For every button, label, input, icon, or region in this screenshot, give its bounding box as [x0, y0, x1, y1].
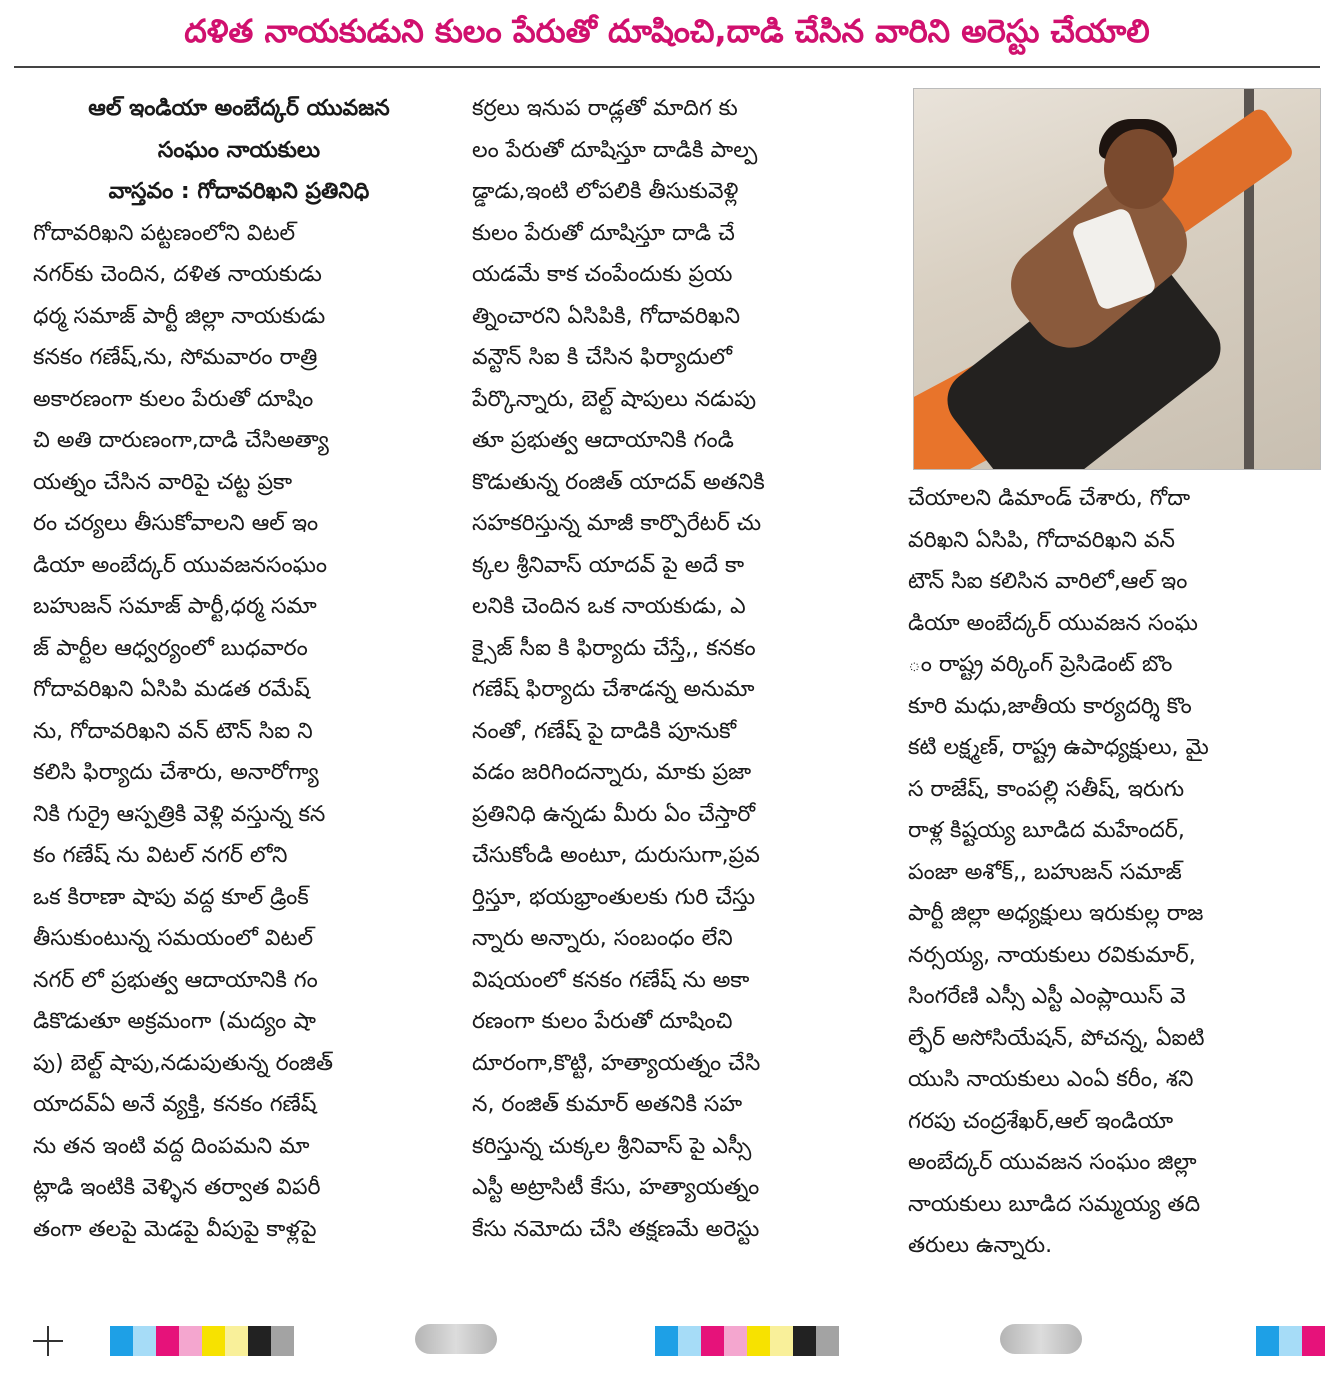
article-text-line: వడం జరిగిందన్నారు, మాకు ప్రజా [472, 760, 752, 785]
article-text-line: ల్ఫేర్ అసోసియేషన్, పోచన్న, ఏఐటి [908, 1025, 1205, 1051]
color-swatch [225, 1326, 248, 1356]
article-text-line: న్నారు అన్నారు, సంబంధం లేని [472, 926, 733, 951]
color-swatch-bar [1256, 1326, 1325, 1356]
article-text-line: వరిఖని ఏసిపి, గోదావరిఖని వన్ [908, 527, 1175, 553]
article-text-line: నంతో, గణేష్ పై దాడికి పూనుకో [472, 718, 737, 744]
color-swatch [793, 1326, 816, 1356]
article-text-line: నాయకులు బూడిద సమ్మయ్య తది [908, 1191, 1201, 1217]
article-text-line: వన్టౌన్ సిఐ కి చేసిన ఫిర్యాదులో [472, 345, 733, 370]
article-text-line: నికి గుర్రై ఆస్పత్రికి వెళ్లి వస్తున్న కన [33, 801, 326, 827]
article-text-line: కొడుతున్న రంజిత్ యాదవ్ అతనికి [472, 469, 765, 495]
article-text-line: కులం పేరుతో దూషిస్తూ దాడి చే [472, 220, 735, 246]
color-swatch [133, 1326, 156, 1356]
article-text-line: కటి లక్ష్మణ్, రాష్ట్ర ఉపాధ్యక్షులు, మై [908, 735, 1209, 760]
article-text-line: కనకం గణేష్,ను, సోమవారం రాత్రి [33, 345, 318, 370]
article-text-line: యడమే కాక చంపేందుకు ప్రయ [472, 262, 733, 287]
article-text-line: గోదావరిఖని ఏసిపి మడత రమేష్ [33, 677, 310, 702]
article-text-line: చేయాలని డిమాండ్ చేశారు, గోదా [908, 486, 1191, 511]
article-text-line: జ్ పార్టీల ఆధ్వర్యంలో బుధవారం [33, 635, 308, 661]
article-text-line: తంగా తలపై మెడపై వీపుపై కాళ్లపై [33, 1216, 317, 1242]
article-text-line: యుసి నాయకులు ఎంఏ కరీం, శని [908, 1067, 1194, 1092]
article-text-line: కరిస్తున్న చుక్కల శ్రీనివాస్ పై ఎస్సీ [472, 1133, 752, 1159]
color-swatch [816, 1326, 839, 1356]
article-text-line: బహుజన్ సమాజ్ పార్టీ,ధర్మ సమా [33, 594, 317, 619]
article-text-line: గోదావరిఖని పట్టణంలోని విటల్ [33, 220, 296, 246]
article-text-line: త్నించారని ఏసిపికి, గోదావరిఖని [472, 303, 741, 329]
article-text-line: ను తన ఇంటి వద్ద దింపమని మా [33, 1133, 310, 1159]
article-text-line: నర్సయ్య, నాయకులు రవికుమార్, [908, 942, 1196, 968]
dateline: వాస్తవం : గోదావరిఖని ప్రతినిధి [108, 179, 370, 204]
color-swatch [701, 1326, 724, 1356]
article-text-line: రం చర్యలు తీసుకోవాలని ఆల్ ఇం [33, 511, 319, 536]
article-column-2 [472, 88, 882, 1250]
news-photo [913, 88, 1321, 470]
color-swatch-bar [110, 1326, 294, 1356]
article-text-line: పార్టీ జిల్లా అధ్యక్షులు ఇరుకుల్ల రాజ [908, 901, 1204, 926]
article-text-line: తీసుకుంటున్న సమయంలో విటల్ [33, 926, 314, 951]
article-text-line: అకారణంగా కులం పేరుతో దూషిం [33, 386, 314, 412]
article-text-line: ర్తిస్తూ, భయభ్రాంతులకు గురి చేస్తు [472, 884, 756, 910]
color-swatch [1256, 1326, 1279, 1356]
gray-registration-pill [415, 1324, 497, 1354]
color-swatch [747, 1326, 770, 1356]
color-swatch [770, 1326, 793, 1356]
article-text-line: తరులు ఉన్నారు. [908, 1233, 1053, 1258]
article-text-line: కం గణేష్ ను విటల్ నగర్ లోని [33, 843, 288, 868]
article-text-line: డియా అంబేద్కర్ యువజనసంఘం [33, 552, 328, 578]
color-swatch [110, 1326, 133, 1356]
article-text-line: డ్డాడు,ఇంటి లోపలికి తీసుకువెళ్లి [472, 179, 739, 204]
article-text-line: లం పేరుతో దూషిస్తూ దాడికి పాల్ప [472, 137, 758, 163]
article-text-line: దూరంగా,కొట్టి, హత్యాయత్నం చేసి [472, 1050, 761, 1076]
article-text-line: స రాజేష్, కాంపల్లి సతీష్, ఇరుగు [908, 776, 1185, 802]
article-text-line: కూరి మధు,జాతీయ కార్యదర్శి కొం [908, 693, 1192, 719]
article-text-line: చి అతి దారుణంగా,దాడి చేసిఅత్యా [33, 428, 329, 453]
color-swatch [179, 1326, 202, 1356]
article-text-line: నగర్‌కు చెందిన, దళిత నాయకుడు [33, 262, 322, 287]
color-swatch [202, 1326, 225, 1356]
color-swatch [1279, 1326, 1302, 1356]
article-text-line: చేసుకోండి అంటూ, దురుసుగా,ప్రవ [472, 843, 760, 868]
subhead-line: ఆల్ ఇండియా అంబేద్కర్ యువజన [88, 96, 390, 121]
article-text-line: విషయంలో కనకం గణేష్ ను అకా [472, 967, 750, 993]
article-text-line: ను, గోదావరిఖని వన్ టౌన్ సిఐ ని [33, 718, 313, 744]
article-text-line: కర్రలు ఇనుప రాడ్లతో మాదిగ కు [472, 96, 738, 121]
article-text-line: డియా అంబేద్కర్ యువజన సంఘ [908, 610, 1198, 636]
article-text-line: పేర్కొన్నారు, బెల్ట్ షాపులు నడుపు [472, 386, 757, 412]
print-registration-marks [0, 1322, 1335, 1362]
article-text-line: రాళ్ల కిష్టయ్య బూడిద మహేందర్, [908, 818, 1185, 843]
article-text-line: ం రాష్ట్ర వర్కింగ్ ప్రెసిడెంట్ బొం [908, 652, 1173, 677]
article-text-line: యత్నం చేసిన వారిపై చట్ట ప్రకా [33, 469, 293, 495]
crosshair-icon [33, 1326, 63, 1356]
article-text-line: పు) బెల్ట్ షాపు,నడుపుతున్న రంజిత్ [33, 1050, 333, 1076]
article-text-line: డికొడుతూ అక్రమంగా (మద్యం షా [33, 1009, 316, 1034]
headline: దళిత నాయకుడుని కులం పేరుతో దూషించి,దాడి చేసిన వారిని అరెస్టు చేయాలి [14, 4, 1320, 68]
article-text-line: గణేష్ ఫిర్యాదు చేశాడన్న అనుమా [472, 677, 755, 702]
article-text-line: అంబేద్కర్ యువజన సంఘం జిల్లా [908, 1150, 1197, 1175]
article-text-line: సింగరేణి ఎస్సీ ఎస్టీ ఎంప్లాయిస్ వె [908, 984, 1186, 1009]
article-text-line: ధర్మ సమాజ్ పార్టీ జిల్లా నాయకుడు [33, 303, 326, 329]
article-text-line: ట్లాడి ఇంటికి వెళ్ళిన తర్వాత విపరీ [33, 1175, 321, 1200]
article-text-line: కేసు నమోదు చేసి తక్షణమే అరెస్టు [472, 1216, 760, 1242]
color-swatch [724, 1326, 747, 1356]
color-swatch-bar [655, 1326, 839, 1356]
article-text-line: న, రంజిత్ కుమార్ అతనికి సహ [472, 1092, 743, 1117]
color-swatch [678, 1326, 701, 1356]
color-swatch [1302, 1326, 1325, 1356]
article-text-line: సహకరిస్తున్న మాజీ కార్పొరేటర్ చు [472, 511, 762, 536]
color-swatch [655, 1326, 678, 1356]
article-text-line: ఎస్టీ అట్రాసిటీ కేసు, హత్యాయత్నం [472, 1175, 760, 1200]
gray-registration-pill [1000, 1324, 1082, 1354]
article-text-line: ప్రతినిధి ఉన్నడు మీరు ఏం చేస్తారో [472, 801, 756, 827]
article-text-line: కలిసి ఫిర్యాదు చేశారు, అనారోగ్యా [33, 760, 319, 785]
article-text-line: నగర్ లో ప్రభుత్వ ఆదాయానికి గం [33, 967, 318, 993]
article-text-line: తూ ప్రభుత్వ ఆదాయానికి గండి [472, 428, 734, 453]
article-text-line: పంజా అశోక్,, బహుజన్ సమాజ్ [908, 859, 1182, 885]
color-swatch [271, 1326, 294, 1356]
article-text-line: ఒక కిరాణా షాపు వద్ద కూల్ డ్రింక్ [33, 884, 309, 910]
article-text-line: రణంగా కులం పేరుతో దూషించి [472, 1009, 733, 1034]
article-text-line: గరపు చంద్రశేఖర్,ఆల్ ఇండియా [908, 1108, 1174, 1134]
color-swatch [248, 1326, 271, 1356]
article-column-1 [33, 88, 445, 1250]
color-swatch [156, 1326, 179, 1356]
article-column-3 [908, 478, 1322, 1267]
article-text-line: లనికి చెందిన ఒక నాయకుడు, ఎ [472, 594, 746, 619]
article-text-line: యాదవ్‌ఏ అనే వ్యక్తి, కనకం గణేష్ [33, 1092, 317, 1117]
article-text-line: క్సైజ్ సీఐ కి ఫిర్యాదు చేస్తే,, కనకం [472, 635, 756, 661]
article-text-line: టౌన్ సిఐ కలిసిన వారిలో,ఆల్ ఇం [908, 569, 1188, 594]
subhead-line: సంఘం నాయకులు [157, 137, 321, 163]
article-text-line: క్కల శ్రీనివాస్ యాదవ్ పై అదే కా [472, 552, 745, 578]
